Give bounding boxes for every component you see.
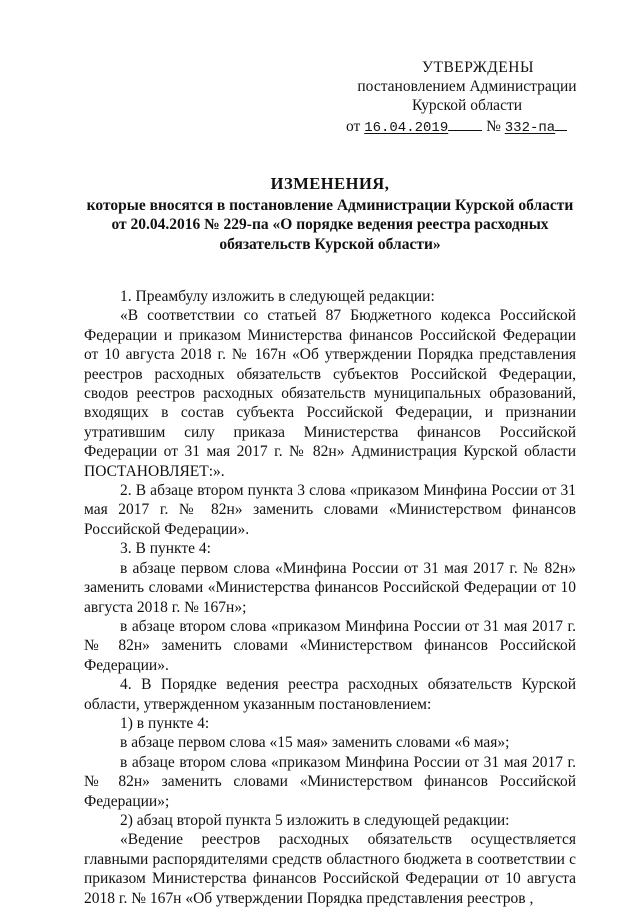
paragraph: 1) в пункте 4:: [120, 714, 210, 732]
approval-date-line: [340, 117, 580, 138]
heading-title: ИЗМЕНЕНИЯ,: [270, 174, 390, 193]
number-prefix: №: [486, 118, 501, 135]
document-heading: [60, 174, 600, 254]
approval-line-2: Курской области: [411, 97, 523, 114]
paragraph: в абзаце первом слова «Минфина России от 31 мая 2017 г. № 82н» заменить словами «Министерства финансов Российской Федерации от 10 августа 2018 г. № 167н»;: [84, 559, 576, 616]
date-underline: [448, 118, 482, 131]
approval-line-1: постановлением Администрации: [357, 78, 577, 95]
approval-date: 16.04.2019: [364, 120, 449, 136]
paragraph: в абзаце втором слова «приказом Минфина России от 31 мая 2017 г. № 82н» заменить словами «Министерством финансов Российской Федерации».: [84, 617, 576, 674]
paragraph: 3. В пункте 4:: [120, 540, 211, 558]
approval-title: УТВЕРЖДЕНЫ: [422, 59, 534, 76]
paragraph: 4. В Порядке ведения реестра расходных обязательств Курской области, утвержденном указанным постановлением:: [84, 676, 576, 713]
heading-line-1: которые вносятся в постановление Администрации Курской области: [86, 196, 574, 214]
document-body: [84, 287, 576, 908]
paragraph: в абзаце втором слова «приказом Минфина России от 31 мая 2017 г. № 82н» заменить словами «Министерством финансов Российской Федерации»;: [84, 753, 576, 810]
paragraph: 1. Преамбулу изложить в следующей редакции:: [120, 288, 435, 305]
heading-line-2: от 20.04.2016 № 229-па «О порядке ведения реестра расходных: [111, 216, 549, 233]
paragraph: 2. В абзаце втором пункта 3 слова «приказом Минфина России от 31 мая 2017 г. № 82н» заменить словами «Министерством финансов Российской Федерации».: [84, 482, 576, 538]
paragraph: «Ведение реестров расходных обязательств осуществляется главными распорядителями средств областного бюджета в соответствии с приказом Министерства финансов Российской Федерации от 10 августа 2018 г. № 167н «Об утверждении Порядка представления реестров ,: [84, 831, 576, 907]
number-underline: [555, 118, 567, 131]
paragraph: 2) абзац второй пункта 5 изложить в следующей редакции:: [120, 811, 510, 829]
paragraph: «В соответствии со статьей 87 Бюджетного кодекса Российской Федерации и приказом Министерства финансов Российской Федерации от 10 августа 2018 г. № 167н «Об утверждении Порядка представления реестров расходных обязательств субъектов Российской Федерации, сводов реестров расходных обязательств муниципальных образований, входящих в состав субъекта Российской Федерации, и признании утратившим силу приказа Министерства финансов Российской Федерации от 31 мая 2017 г. № 82н» Администрация Курской области ПОСТАНОВЛЯЕТ:».: [84, 307, 576, 480]
heading-line-3: обязательств Курской области»: [219, 235, 441, 253]
approval-stamp: [340, 58, 580, 138]
paragraph: в абзаце первом слова «15 мая» заменить словами «6 мая»;: [120, 734, 510, 752]
approval-number: 332-па: [504, 120, 556, 136]
date-prefix: от: [346, 118, 361, 135]
